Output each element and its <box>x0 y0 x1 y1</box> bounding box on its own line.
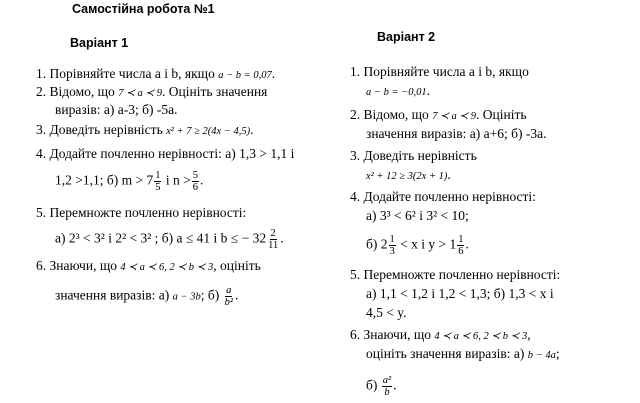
v2-task-4-fraction-2: $\frac{1}{6}$ <box>458 234 464 257</box>
v1-task-3: 3. Доведіть нерівність x² + 7 ≥ 2(4x − 4,5). <box>36 122 254 137</box>
v1-task-1: 1. Порівняйте числа a і b, якщо a − b = 0,07. <box>36 66 276 81</box>
v1-task-6-line-1: 6. Знаючи, що 4 ≺ a ≺ 6, 2 ≺ b ≺ 3, оцініть <box>36 258 261 273</box>
v1-task-4-fraction-1: $\frac{1}{5}$ <box>155 170 161 193</box>
v2-task-2-line-1: 2. Відомо, що 7 ≺ a ≺ 9. Оцініть <box>350 107 527 122</box>
v2-task-4-line-3: б) 2 $\frac{1}{3}$ < x і y > 1 $\frac{1}{6}$ . <box>366 234 469 257</box>
v1-task-6-formula: 4 ≺ a ≺ 6, 2 ≺ b ≺ 3 <box>120 262 214 273</box>
v2-task-1-line-2: a − b = −0,01. <box>366 83 431 98</box>
v1-task-2-line-1: 2. Відомо, що 7 ≺ a ≺ 9. Оцініть значення <box>36 84 268 99</box>
v1-task-4-line-1: 4. Додайте почленно нерівності: а) 1,3 > 1,1 і <box>36 146 295 161</box>
v2-task-4-fraction-1: $\frac{1}{3}$ <box>389 234 395 257</box>
v2-task-4-line-1: 4. Додайте почленно нерівності: <box>350 189 536 204</box>
v2-task-6-line-1: 6. Знаючи, що 4 ≺ a ≺ 6, 2 ≺ b ≺ 3, <box>350 327 531 342</box>
v2-task-3-formula: x² + 12 ≥ 3(2x + 1) <box>366 171 448 182</box>
v2-task-5-line-3: 4,5 < y. <box>366 305 407 320</box>
v1-task-6-line-2: значення виразів: а) a − 3b; б) $\frac{a}{\text{b²}}$ . <box>55 285 239 308</box>
v2-task-1-line-1: 1. Порівняйте числа a і b, якщо <box>350 64 529 79</box>
v2-task-6-line-3: б) $\frac{\text{a²}}{b}$ . <box>366 375 397 398</box>
v2-task-2-formula: 7 ≺ a ≺ 9 <box>432 111 477 122</box>
v1-task-2-line-2: виразів: а) а-3; б) -5а. <box>55 102 178 117</box>
v1-task-1-formula: a − b = 0,07 <box>218 70 272 81</box>
v2-task-6-fraction: $\frac{\text{a²}}{b}$ <box>382 375 392 398</box>
v1-task-6-fraction: $\frac{a}{\text{b²}}$ <box>224 285 233 308</box>
v2-task-3-line-1: 3. Доведіть нерівність <box>350 148 477 163</box>
variant-1-heading: Варіант 1 <box>70 36 129 50</box>
page-title: Самостійна робота №1 <box>72 2 215 16</box>
v2-task-3-line-2: x² + 12 ≥ 3(2x + 1). <box>366 167 451 182</box>
v2-task-4-line-2: а) 3³ < 6² і 3² < 10; <box>366 208 469 223</box>
v1-task-5-line-1: 5. Перемножте почленно нерівності: <box>36 205 247 220</box>
v1-task-4-line-2: 1,2 >1,1; б) m > 7 $\frac{1}{5}$ і n > $\frac{5}{6}$ . <box>55 170 204 193</box>
v2-task-6-line-2: оцініть значення виразів: а) b − 4a; <box>366 346 560 361</box>
v1-task-2-formula: 7 ≺ a ≺ 9 <box>118 88 163 99</box>
v2-task-5-line-1: 5. Перемножте почленно нерівності: <box>350 267 561 282</box>
v2-task-6-formula: 4 ≺ a ≺ 6, 2 ≺ b ≺ 3 <box>434 331 528 342</box>
v1-task-3-formula: x² + 7 ≥ 2(4x − 4,5) <box>166 126 251 137</box>
v1-task-5-fraction: $\frac{2}{11}$ <box>268 228 279 251</box>
variant-2-heading: Варіант 2 <box>377 30 436 44</box>
v1-task-5-line-2: а) 2³ < 3² і 2² < 3² ; б) a ≤ 41 і b ≤ − 32 $\frac{2}{11}$ . <box>55 228 284 251</box>
v2-task-2-line-2: значення виразів: а) а+6; б) -3а. <box>366 126 547 141</box>
v1-task-4-fraction-2: $\frac{5}{6}$ <box>192 170 198 193</box>
v2-task-1-formula: a − b = −0,01 <box>366 87 427 98</box>
v2-task-5-line-2: а) 1,1 < 1,2 і 1,2 < 1,3; б) 1,3 < x і <box>366 286 554 301</box>
